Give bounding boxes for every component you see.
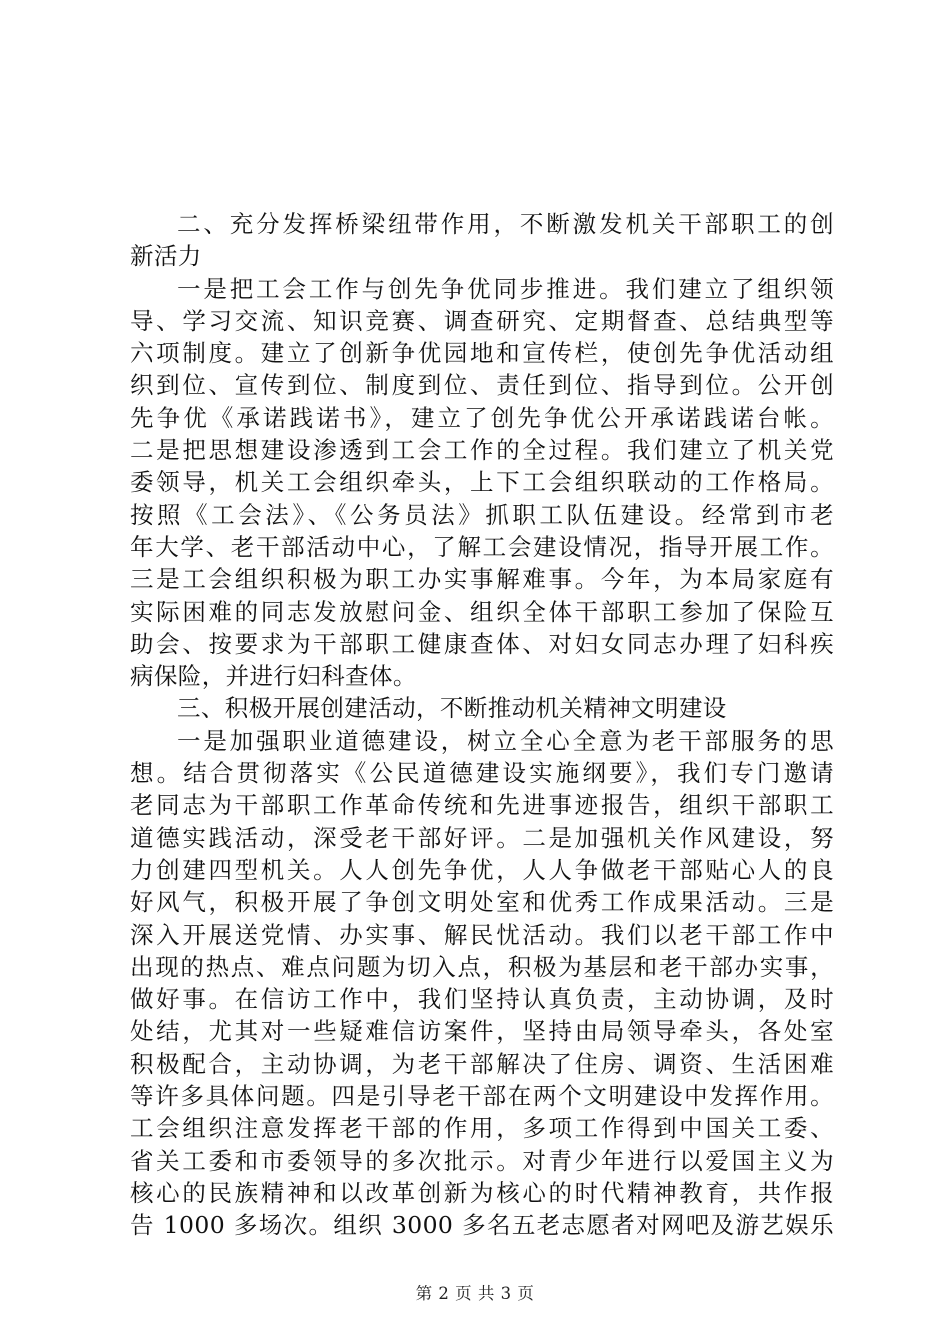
text-line: 三、积极开展创建活动，不断推动机关精神文明建设 [177,694,727,723]
text-line: 做好事。在信访工作中，我们坚持认真负责，主动协调，及时 [130,985,834,1014]
text-line: 三是工会组织积极为职工办实事解难事。今年，为本局家庭有 [130,565,834,594]
text-line: 二、充分发挥桥梁纽带作用，不断激发机关干部职工的创 [177,210,834,238]
text-line: 导、学习交流、知识竞赛、调查研究、定期督查、总结典型等 [130,306,834,335]
text-line: 等许多具体问题。四是引导老干部在两个文明建设中发挥作用。 [130,1082,834,1111]
text-line: 告 1000 多场次。组织 3000 多名五老志愿者对网吧及游艺娱乐 [130,1211,834,1240]
text-line: 委领导，机关工会组织牵头，上下工会组织联动的工作格局。 [130,468,834,497]
text-line: 深入开展送党情、办实事、解民忧活动。我们以老干部工作中 [130,920,834,949]
text-line: 按照《工会法》、《公务员法》抓职工队伍建设。经常到市老 [130,500,834,529]
text-line: 助会、按要求为干部职工健康查体、对妇女同志办理了妇科疾 [130,629,834,658]
text-line: 处结，尤其对一些疑难信访案件，坚持由局领导牵头，各处室 [130,1017,834,1046]
text-line: 想。结合贯彻落实《公民道德建设实施纲要》，我们专门邀请 [130,759,834,788]
text-line: 一是把工会工作与创先争优同步推进。我们建立了组织领 [177,274,834,303]
text-line: 年大学、老干部活动中心，了解工会建设情况，指导开展工作。 [130,532,834,561]
body-text [130,208,834,1242]
text-line: 出现的热点、难点问题为切入点，积极为基层和老干部办实事， [130,952,834,981]
text-line: 织到位、宣传到位、制度到位、责任到位、指导到位。公开创 [130,371,834,400]
text-line: 省关工委和市委领导的多次批示。对青少年进行以爱国主义为 [130,1146,834,1175]
text-line: 核心的民族精神和以改革创新为核心的时代精神教育，共作报 [130,1178,834,1207]
text-line: 新活力 [130,242,202,271]
text-line: 工会组织注意发挥老干部的作用，多项工作得到中国关工委、 [130,1114,834,1143]
text-line: 好风气，积极开展了争创文明处室和优秀工作成果活动。三是 [130,888,834,917]
page-footer: 第 2 页 共 3 页 [415,1284,535,1303]
text-line: 积极配合，主动协调，为老干部解决了住房、调资、生活困难 [130,1049,834,1078]
text-line: 道德实践活动，深受老干部好评。二是加强机关作风建设，努 [130,823,834,852]
text-line: 病保险，并进行妇科查体。 [130,662,417,691]
text-line: 力创建四型机关。人人创先争优，人人争做老干部贴心人的良 [130,855,834,884]
text-line: 一是加强职业道德建设，树立全心全意为老干部服务的思 [177,726,834,755]
text-line: 先争优《承诺践诺书》，建立了创先争优公开承诺践诺台帐。 [130,403,834,432]
text-line: 老同志为干部职工作革命传统和先进事迹报告，组织干部职工 [130,791,834,820]
text-line: 实际困难的同志发放慰问金、组织全体干部职工参加了保险互 [130,597,834,626]
text-line: 二是把思想建设渗透到工会工作的全过程。我们建立了机关党 [130,436,834,465]
text-line: 六项制度。建立了创新争优园地和宣传栏，使创先争优活动组 [130,339,834,368]
